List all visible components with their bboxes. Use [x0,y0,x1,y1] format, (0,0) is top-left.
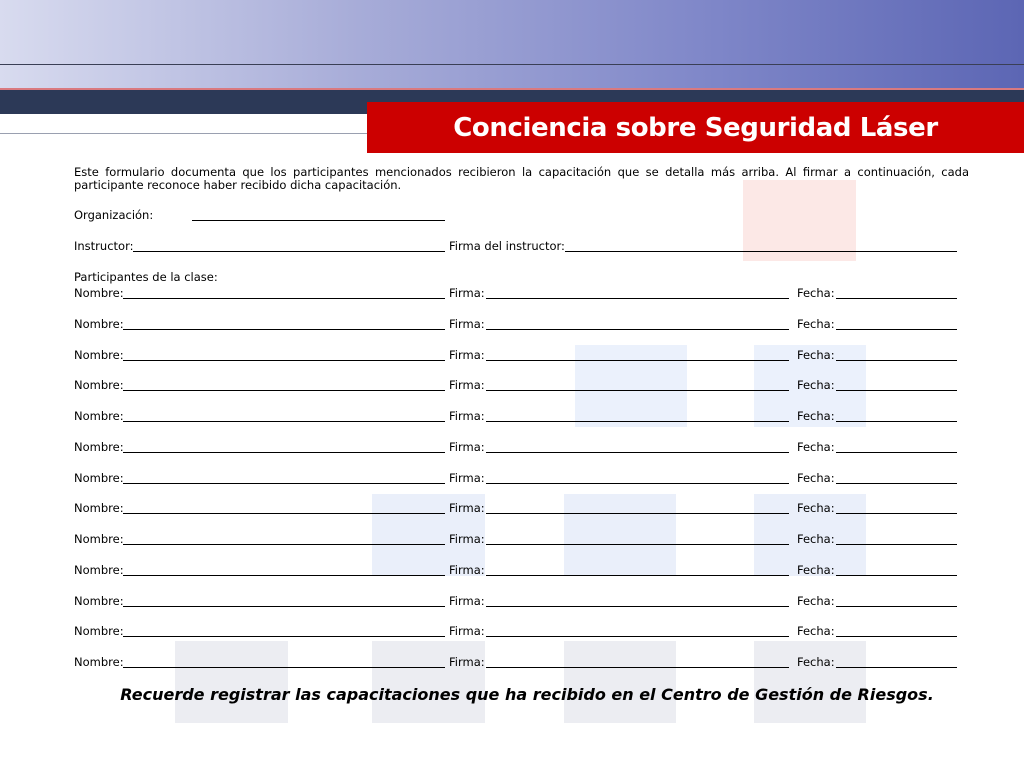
participant-date-label: Fecha: [797,378,835,392]
background-shade [564,494,676,576]
participant-date-field[interactable] [836,452,957,453]
participant-name-label: Nombre: [74,286,124,300]
organization-field[interactable] [192,220,445,221]
instructor-label: Instructor: [74,239,134,253]
participant-signature-label: Firma: [449,594,485,608]
participant-date-label: Fecha: [797,501,835,515]
participant-date-label: Fecha: [797,348,835,362]
background-shade [175,641,288,723]
participant-name-label: Nombre: [74,563,124,577]
participant-signature-label: Firma: [449,471,485,485]
participant-name-label: Nombre: [74,655,124,669]
participant-date-label: Fecha: [797,655,835,669]
participant-signature-field[interactable] [486,452,789,453]
participant-date-field[interactable] [836,606,957,607]
participant-signature-field[interactable] [486,513,789,514]
participant-signature-label: Firma: [449,409,485,423]
participant-name-field[interactable] [123,421,445,422]
participant-date-field[interactable] [836,360,957,361]
participant-name-field[interactable] [123,667,445,668]
participant-signature-field[interactable] [486,390,789,391]
header-gradient-band [0,0,1024,88]
participant-name-label: Nombre: [74,532,124,546]
participant-date-label: Fecha: [797,440,835,454]
participant-signature-field[interactable] [486,483,789,484]
participant-signature-label: Firma: [449,317,485,331]
participant-signature-field[interactable] [486,329,789,330]
participant-name-field[interactable] [123,483,445,484]
participant-name-field[interactable] [123,606,445,607]
background-shade [754,641,866,723]
instructor-signature-field[interactable] [565,251,957,252]
page-title: Conciencia sobre Seguridad Láser [453,112,938,143]
participant-name-field[interactable] [123,575,445,576]
footer-reminder: Recuerde registrar las capacitaciones que ha recibido en el Centro de Gestión de Riesgos. [120,685,934,704]
participant-name-field[interactable] [123,360,445,361]
participant-date-label: Fecha: [797,594,835,608]
participant-date-label: Fecha: [797,471,835,485]
header-thin-rule [0,133,368,134]
participant-name-label: Nombre: [74,471,124,485]
participant-date-field[interactable] [836,544,957,545]
participant-name-label: Nombre: [74,348,124,362]
participant-signature-field[interactable] [486,636,789,637]
participant-name-label: Nombre: [74,409,124,423]
participant-date-field[interactable] [836,329,957,330]
participant-signature-label: Firma: [449,655,485,669]
participant-name-label: Nombre: [74,378,124,392]
participant-date-label: Fecha: [797,409,835,423]
participant-name-label: Nombre: [74,624,124,638]
background-shade [372,641,485,723]
background-shade [743,180,856,261]
participant-name-field[interactable] [123,298,445,299]
participant-date-label: Fecha: [797,317,835,331]
background-shade [564,641,676,723]
participant-name-field[interactable] [123,513,445,514]
participant-signature-label: Firma: [449,286,485,300]
participant-signature-field[interactable] [486,298,789,299]
participant-date-label: Fecha: [797,563,835,577]
title-banner [367,102,1024,153]
participant-date-field[interactable] [836,421,957,422]
organization-label: Organización: [74,208,154,222]
participant-signature-label: Firma: [449,348,485,362]
participant-name-field[interactable] [123,452,445,453]
participant-signature-field[interactable] [486,667,789,668]
instructor-signature-label: Firma del instructor: [449,239,565,253]
participant-date-field[interactable] [836,575,957,576]
intro-paragraph: Este formulario documenta que los participantes mencionados recibieron la capacitación que se detalla más arriba. Al firmar a continuación, cada participante reconoce haber recibido dicha capacitación. [74,165,969,192]
participant-signature-label: Firma: [449,563,485,577]
participant-name-field[interactable] [123,636,445,637]
participant-signature-field[interactable] [486,421,789,422]
participant-signature-label: Firma: [449,440,485,454]
participant-name-label: Nombre: [74,317,124,331]
participant-name-label: Nombre: [74,594,124,608]
participant-date-label: Fecha: [797,624,835,638]
participant-date-field[interactable] [836,636,957,637]
header-divider-line [0,64,1024,65]
participant-name-field[interactable] [123,544,445,545]
participants-heading: Participantes de la clase: [74,270,218,284]
participant-name-label: Nombre: [74,440,124,454]
participant-signature-field[interactable] [486,544,789,545]
background-shade [575,345,687,427]
participant-signature-field[interactable] [486,606,789,607]
participant-signature-field[interactable] [486,360,789,361]
participant-date-field[interactable] [836,298,957,299]
participant-date-label: Fecha: [797,532,835,546]
participant-date-field[interactable] [836,483,957,484]
participant-name-field[interactable] [123,390,445,391]
participant-signature-label: Firma: [449,624,485,638]
participant-date-field[interactable] [836,390,957,391]
participant-date-field[interactable] [836,513,957,514]
participant-name-label: Nombre: [74,501,124,515]
instructor-field[interactable] [133,251,445,252]
participant-signature-label: Firma: [449,378,485,392]
participant-signature-label: Firma: [449,532,485,546]
participant-date-field[interactable] [836,667,957,668]
participant-date-label: Fecha: [797,286,835,300]
participant-signature-label: Firma: [449,501,485,515]
participant-signature-field[interactable] [486,575,789,576]
participant-name-field[interactable] [123,329,445,330]
